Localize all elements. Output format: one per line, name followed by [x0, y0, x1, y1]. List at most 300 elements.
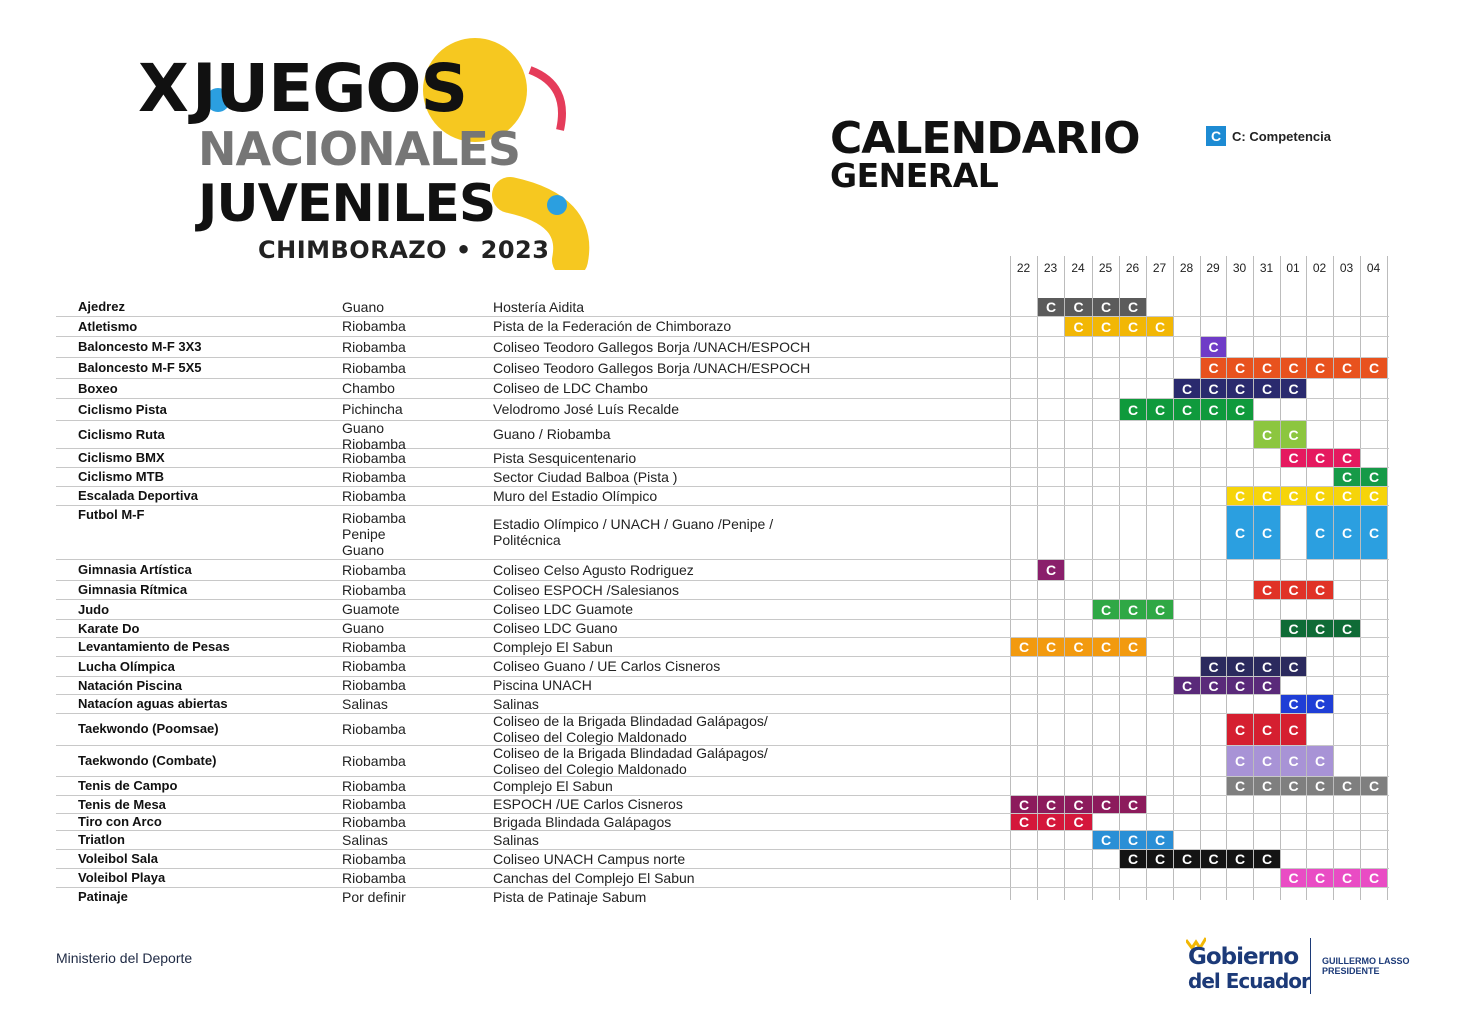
competition-cell: C — [1307, 869, 1333, 887]
venue-line: ESPOCH /UE Carlos Cisneros — [493, 796, 683, 812]
venue-cell — [493, 426, 611, 442]
city-line: Riobamba — [342, 813, 406, 830]
competition-cell: C — [1307, 449, 1333, 467]
competition-cell: C — [1361, 777, 1387, 795]
column-divider — [1306, 256, 1307, 900]
competition-cell: C — [1201, 337, 1226, 357]
venue-cell — [493, 450, 636, 466]
competition-cell: C — [1201, 657, 1226, 676]
venue-line: Piscina UNACH — [493, 677, 592, 693]
government-logo — [1186, 936, 1436, 996]
competition-cell: C — [1093, 298, 1119, 316]
venue-cell — [493, 870, 695, 886]
row-divider — [56, 619, 1389, 620]
competition-cell: C — [1254, 581, 1280, 599]
competition-cell: C — [1227, 777, 1253, 795]
venue-cell — [493, 696, 539, 712]
venue-line: Complejo El Sabun — [493, 638, 613, 655]
competition-cell: C — [1227, 487, 1253, 505]
city-cell — [342, 889, 406, 905]
competition-cell: C — [1120, 399, 1146, 420]
competition-cell: C — [1038, 814, 1064, 830]
city-line: Riobamba — [342, 338, 406, 355]
venue-line: Complejo El Sabun — [493, 777, 613, 794]
day-header: 03 — [1339, 261, 1354, 275]
city-line: Riobamba — [342, 449, 406, 466]
sport-name: Ciclismo Pista — [78, 401, 167, 417]
competition-cell: C — [1120, 796, 1146, 813]
competition-cell: C — [1254, 677, 1280, 694]
column-divider — [1253, 256, 1254, 900]
competition-cell: C — [1334, 468, 1360, 486]
column-divider — [1173, 256, 1174, 900]
competition-cell: C — [1334, 620, 1360, 637]
city-cell — [342, 469, 406, 485]
sport-name: Tiro con Arco — [78, 814, 162, 829]
competition-cell: C — [1038, 638, 1064, 656]
city-line: Riobamba — [342, 318, 406, 334]
venue-cell — [493, 360, 810, 376]
legend-label: C: Competencia — [1232, 128, 1331, 144]
competition-cell: C — [1254, 487, 1280, 505]
sport-name: Voleibol Sala — [78, 851, 158, 866]
logo-juveniles: JUVENILES — [198, 174, 496, 234]
competition-cell: C — [1307, 695, 1333, 713]
sport-name: Voleibol Playa — [78, 870, 166, 885]
city-line: Riobamba — [342, 777, 406, 794]
competition-cell: C — [1120, 831, 1146, 849]
city-cell — [342, 401, 403, 417]
venue-cell — [493, 639, 613, 655]
competition-cell: C — [1254, 379, 1280, 398]
city-line: Guano — [342, 420, 385, 436]
row-divider — [56, 599, 1389, 600]
venue-cell — [493, 601, 633, 617]
day-header: 29 — [1206, 261, 1220, 275]
venue-cell — [493, 620, 618, 636]
city-cell — [342, 870, 406, 886]
sport-name: Ciclismo BMX — [78, 450, 165, 465]
sport-name: Futbol M-F — [78, 506, 145, 522]
competition-cell: C — [1120, 850, 1146, 868]
venue-line: Coliseo del Colegio Maldonado — [493, 729, 687, 745]
day-header: 27 — [1152, 261, 1167, 275]
competition-cell: C — [1307, 620, 1333, 637]
city-line: Riobamba — [342, 796, 406, 812]
city-line: Guano — [342, 542, 385, 558]
competition-cell: C — [1147, 317, 1173, 336]
logo-juegos: JUEGOS — [192, 50, 468, 127]
competition-cell: C — [1093, 796, 1119, 813]
venue-cell — [493, 658, 720, 674]
venue-line: Velodromo José Luís Recalde — [493, 401, 679, 417]
venue-line: Sector Ciudad Balboa (Pista ) — [493, 468, 678, 485]
competition-cell: C — [1281, 379, 1306, 398]
city-line: Riobamba — [342, 638, 406, 655]
sport-name: Gimnasia Artística — [78, 562, 192, 577]
competition-cell: C — [1227, 850, 1253, 868]
day-header: 31 — [1259, 261, 1274, 275]
city-cell — [342, 318, 406, 334]
day-header: 23 — [1043, 261, 1058, 275]
city-line: Riobamba — [342, 436, 406, 452]
row-divider — [56, 637, 1389, 638]
venue-line: Pista Sesquicentenario — [493, 449, 637, 466]
competition-cell: C — [1307, 777, 1333, 795]
city-line: Salinas — [342, 831, 388, 848]
row-divider — [56, 580, 1389, 581]
venue-line: Coliseo de la Brigada Blindadad Galápagos/ — [493, 713, 768, 729]
competition-cell: C — [1011, 814, 1037, 830]
city-cell — [342, 488, 406, 504]
competition-cell: C — [1065, 317, 1092, 336]
venue-line: Salinas — [493, 695, 539, 712]
venue-cell — [493, 778, 613, 794]
city-cell — [342, 814, 406, 830]
row-divider — [56, 505, 1389, 506]
competition-cell: C — [1227, 358, 1253, 378]
city-cell — [342, 851, 406, 867]
day-header: 26 — [1125, 261, 1140, 275]
sport-name: Natacíon aguas abiertas — [78, 696, 228, 711]
competition-cell: C — [1227, 746, 1253, 776]
venue-line: Pista de la Federación de Chimborazo — [493, 318, 732, 334]
competition-cell: C — [1174, 677, 1200, 694]
sport-name: Ajedrez — [78, 299, 125, 314]
legend — [1206, 126, 1331, 146]
city-cell — [342, 420, 406, 452]
venue-line: Canchas del Complejo El Sabun — [493, 869, 695, 886]
competition-cell: C — [1254, 657, 1280, 676]
city-line: Por definir — [342, 888, 406, 905]
president-name: GUILLERMO LASSO — [1322, 956, 1410, 966]
competition-cell: C — [1065, 814, 1092, 830]
competition-cell: C — [1227, 657, 1253, 676]
venue-line: Hostería Aidita — [493, 298, 585, 315]
sport-name: Atletismo — [78, 318, 138, 334]
competition-cell: C — [1281, 487, 1306, 505]
row-divider — [56, 357, 1389, 358]
logo-nacionales: NACIONALES — [198, 122, 521, 176]
competition-cell: C — [1254, 421, 1280, 448]
page-title: CALENDARIO — [830, 113, 1140, 164]
president-title: PRESIDENTE — [1322, 966, 1380, 976]
venue-cell — [493, 318, 731, 334]
venue-cell — [493, 582, 679, 598]
competition-cell: C — [1038, 796, 1064, 813]
logo-subtitle: CHIMBORAZO • 2023 — [258, 236, 550, 264]
sport-name: Tenis de Campo — [78, 778, 178, 793]
city-cell — [342, 778, 406, 794]
venue-line: Coliseo del Colegio Maldonado — [493, 761, 687, 777]
page-subtitle: GENERAL — [830, 156, 999, 195]
city-cell — [342, 753, 406, 769]
competition-cell: C — [1065, 298, 1092, 316]
competition-cell: C — [1227, 677, 1253, 694]
venue-line: Coliseo LDC Guamote — [493, 601, 634, 617]
city-line: Riobamba — [342, 510, 406, 526]
venue-line: Coliseo de la Brigada Blindadad Galápagos/ — [493, 745, 768, 761]
city-line: Riobamba — [342, 677, 406, 693]
competition-cell: C — [1147, 850, 1173, 868]
city-line: Riobamba — [342, 752, 406, 769]
competition-cell: C — [1334, 487, 1360, 505]
competition-cell: C — [1307, 506, 1333, 559]
city-cell — [342, 510, 406, 558]
sport-name: Ciclismo Ruta — [78, 426, 165, 442]
row-divider — [56, 448, 1389, 449]
competition-cell: C — [1254, 358, 1280, 378]
sport-name: Escalada Deportiva — [78, 488, 198, 503]
competition-cell: C — [1361, 506, 1387, 559]
column-divider — [1333, 256, 1334, 900]
venue-line: Coliseo de LDC Chambo — [493, 380, 648, 396]
row-divider — [56, 830, 1389, 831]
venue-cell — [493, 796, 683, 812]
competition-cell: C — [1334, 358, 1360, 378]
logo-x: X — [138, 50, 188, 127]
sport-name: Triatlon — [78, 832, 125, 847]
competition-cell: C — [1227, 379, 1253, 398]
sport-name: Levantamiento de Pesas — [78, 639, 230, 654]
competition-cell: C — [1120, 600, 1146, 619]
sport-name: Patinaje — [78, 889, 128, 904]
legend-symbol: C — [1206, 126, 1226, 146]
ministry-label: Ministerio del Deporte — [56, 950, 193, 966]
competition-cell: C — [1201, 677, 1226, 694]
city-cell — [342, 450, 406, 466]
city-cell — [342, 339, 406, 355]
competition-cell: C — [1254, 850, 1280, 868]
venue-line: Estadio Olímpico / UNACH / Guano /Penipe / — [493, 516, 774, 532]
competition-cell: C — [1174, 399, 1200, 420]
city-line: Riobamba — [342, 581, 406, 598]
venue-line: Coliseo LDC Guano — [493, 620, 618, 636]
city-line: Riobamba — [342, 487, 406, 504]
venue-cell — [493, 832, 539, 848]
city-cell — [342, 360, 406, 376]
competition-cell: C — [1281, 358, 1306, 378]
day-header: 01 — [1286, 261, 1300, 275]
competition-cell: C — [1281, 714, 1306, 745]
gov-name-2: del Ecuador — [1188, 969, 1310, 993]
competition-cell: C — [1120, 298, 1146, 316]
competition-cell: C — [1093, 600, 1119, 619]
city-line: Riobamba — [342, 850, 406, 867]
competition-cell: C — [1227, 506, 1253, 559]
venue-cell — [493, 516, 773, 548]
competition-cell: C — [1147, 600, 1173, 619]
competition-cell: C — [1334, 777, 1360, 795]
venue-cell — [493, 380, 648, 396]
city-line: Guano — [342, 620, 385, 636]
competition-cell: C — [1254, 777, 1280, 795]
competition-cell: C — [1361, 358, 1387, 378]
competition-cell: C — [1065, 796, 1092, 813]
venue-line: Coliseo Celso Agusto Rodriguez — [493, 561, 694, 578]
sport-name: Gimnasia Rítmica — [78, 582, 188, 597]
row-divider — [56, 795, 1389, 796]
day-header: 22 — [1016, 261, 1031, 275]
column-divider — [1280, 256, 1281, 900]
row-divider — [56, 486, 1389, 487]
sport-name: Tenis de Mesa — [78, 796, 166, 812]
competition-cell: C — [1201, 379, 1226, 398]
venue-line: Coliseo Guano / UE Carlos Cisneros — [493, 658, 721, 674]
competition-cell: C — [1281, 695, 1306, 713]
competition-cell: C — [1254, 506, 1280, 559]
column-divider — [1226, 256, 1227, 900]
day-header: 28 — [1179, 261, 1194, 275]
venue-line: Muro del Estadio Olímpico — [493, 487, 658, 504]
competition-cell: C — [1201, 850, 1226, 868]
competition-cell: C — [1281, 657, 1306, 676]
city-cell — [342, 832, 388, 848]
venue-cell — [493, 851, 685, 867]
city-line: Chambo — [342, 380, 395, 396]
sport-name: Ciclismo MTB — [78, 469, 164, 484]
venue-cell — [493, 677, 592, 693]
city-cell — [342, 601, 400, 617]
competition-cell: C — [1227, 714, 1253, 745]
city-line: Riobamba — [342, 468, 406, 485]
city-cell — [342, 658, 406, 674]
column-divider — [1146, 256, 1147, 900]
event-logo — [130, 30, 590, 270]
gov-separator — [1310, 938, 1311, 994]
competition-cell: C — [1334, 869, 1360, 887]
column-divider — [1360, 256, 1361, 900]
city-cell — [342, 639, 406, 655]
competition-cell: C — [1307, 746, 1333, 776]
competition-cell: C — [1361, 869, 1387, 887]
competition-cell: C — [1281, 777, 1306, 795]
competition-cell: C — [1281, 869, 1306, 887]
city-line: Riobamba — [342, 869, 406, 886]
column-divider — [1387, 256, 1388, 900]
city-cell — [342, 299, 384, 315]
city-cell — [342, 582, 406, 598]
venue-line: Politécnica — [493, 532, 561, 548]
row-divider — [56, 887, 1389, 888]
venue-cell — [493, 299, 584, 315]
competition-cell: C — [1361, 468, 1387, 486]
city-line: Guano — [342, 298, 385, 315]
gov-name-1: Gobierno — [1188, 944, 1299, 970]
competition-cell: C — [1174, 379, 1200, 398]
sport-name: Karate Do — [78, 620, 140, 636]
sport-name: Baloncesto M-F 3X3 — [78, 339, 202, 354]
competition-cell: C — [1361, 487, 1387, 505]
day-header: 25 — [1098, 261, 1113, 275]
competition-cell: C — [1065, 638, 1092, 656]
city-cell — [342, 620, 384, 636]
competition-cell: C — [1307, 358, 1333, 378]
competition-cell: C — [1093, 638, 1119, 656]
sport-name: Boxeo — [78, 380, 118, 396]
venue-cell — [493, 339, 810, 355]
sport-name: Taekwondo (Combate) — [78, 752, 217, 768]
sport-name: Natación Piscina — [78, 677, 183, 693]
city-line: Guamote — [342, 601, 400, 617]
venue-line: Brigada Blindada Galápagos — [493, 813, 672, 830]
day-header: 30 — [1232, 261, 1247, 275]
city-cell — [342, 796, 406, 812]
sport-name: Taekwondo (Poomsae) — [78, 720, 219, 736]
row-divider — [56, 336, 1389, 337]
competition-cell: C — [1334, 449, 1360, 467]
venue-cell — [493, 889, 646, 905]
competition-cell: C — [1281, 421, 1306, 448]
competition-cell: C — [1038, 298, 1064, 316]
sport-name: Lucha Olímpica — [78, 658, 175, 674]
city-line: Riobamba — [342, 359, 406, 376]
competition-cell: C — [1147, 831, 1173, 849]
city-cell — [342, 721, 406, 737]
row-divider — [56, 656, 1389, 657]
competition-cell: C — [1093, 831, 1119, 849]
competition-cell: C — [1281, 449, 1306, 467]
competition-cell: C — [1254, 714, 1280, 745]
competition-cell: C — [1011, 796, 1037, 813]
venue-line: Salinas — [493, 831, 539, 848]
venue-line: Pista de Patinaje Sabum — [493, 888, 647, 905]
day-header: 24 — [1071, 261, 1085, 275]
venue-cell — [493, 562, 694, 578]
sport-name: Judo — [78, 601, 110, 617]
venue-line: Guano / Riobamba — [493, 426, 611, 442]
competition-cell: C — [1307, 581, 1333, 599]
city-cell — [342, 696, 388, 712]
city-line: Riobamba — [342, 561, 406, 578]
competition-cell: C — [1011, 638, 1037, 656]
venue-line: Coliseo Teodoro Gallegos Borja /UNACH/ESPOCH — [493, 359, 811, 376]
city-line: Riobamba — [342, 658, 406, 674]
venue-cell — [493, 814, 671, 830]
competition-cell: C — [1307, 487, 1333, 505]
row-divider — [56, 316, 1389, 317]
city-line: Salinas — [342, 695, 388, 712]
sport-name: Baloncesto M-F 5X5 — [78, 360, 202, 375]
competition-cell: C — [1093, 317, 1119, 336]
competition-cell: C — [1227, 399, 1253, 420]
venue-cell — [493, 713, 768, 745]
competition-cell: C — [1334, 506, 1360, 559]
row-divider — [56, 420, 1389, 421]
city-cell — [342, 677, 406, 693]
row-divider — [56, 467, 1389, 468]
competition-cell: C — [1201, 399, 1226, 420]
row-divider — [56, 559, 1389, 560]
competition-cell: C — [1147, 399, 1173, 420]
venue-line: Coliseo ESPOCH /Salesianos — [493, 581, 679, 598]
row-divider — [56, 694, 1389, 695]
competition-cell: C — [1201, 358, 1226, 378]
venue-cell — [493, 401, 679, 417]
competition-cell: C — [1281, 620, 1306, 637]
city-line: Riobamba — [342, 721, 406, 737]
competition-cell: C — [1254, 746, 1280, 776]
venue-line: Coliseo UNACH Campus norte — [493, 850, 686, 867]
day-header: 02 — [1312, 261, 1327, 275]
city-line: Penipe — [342, 526, 386, 542]
competition-cell: C — [1281, 581, 1306, 599]
city-line: Pichincha — [342, 401, 403, 417]
venue-cell — [493, 488, 657, 504]
venue-cell — [493, 469, 677, 485]
city-cell — [342, 562, 406, 578]
venue-line: Coliseo Teodoro Gallegos Borja /UNACH/ESPOCH — [493, 338, 811, 355]
